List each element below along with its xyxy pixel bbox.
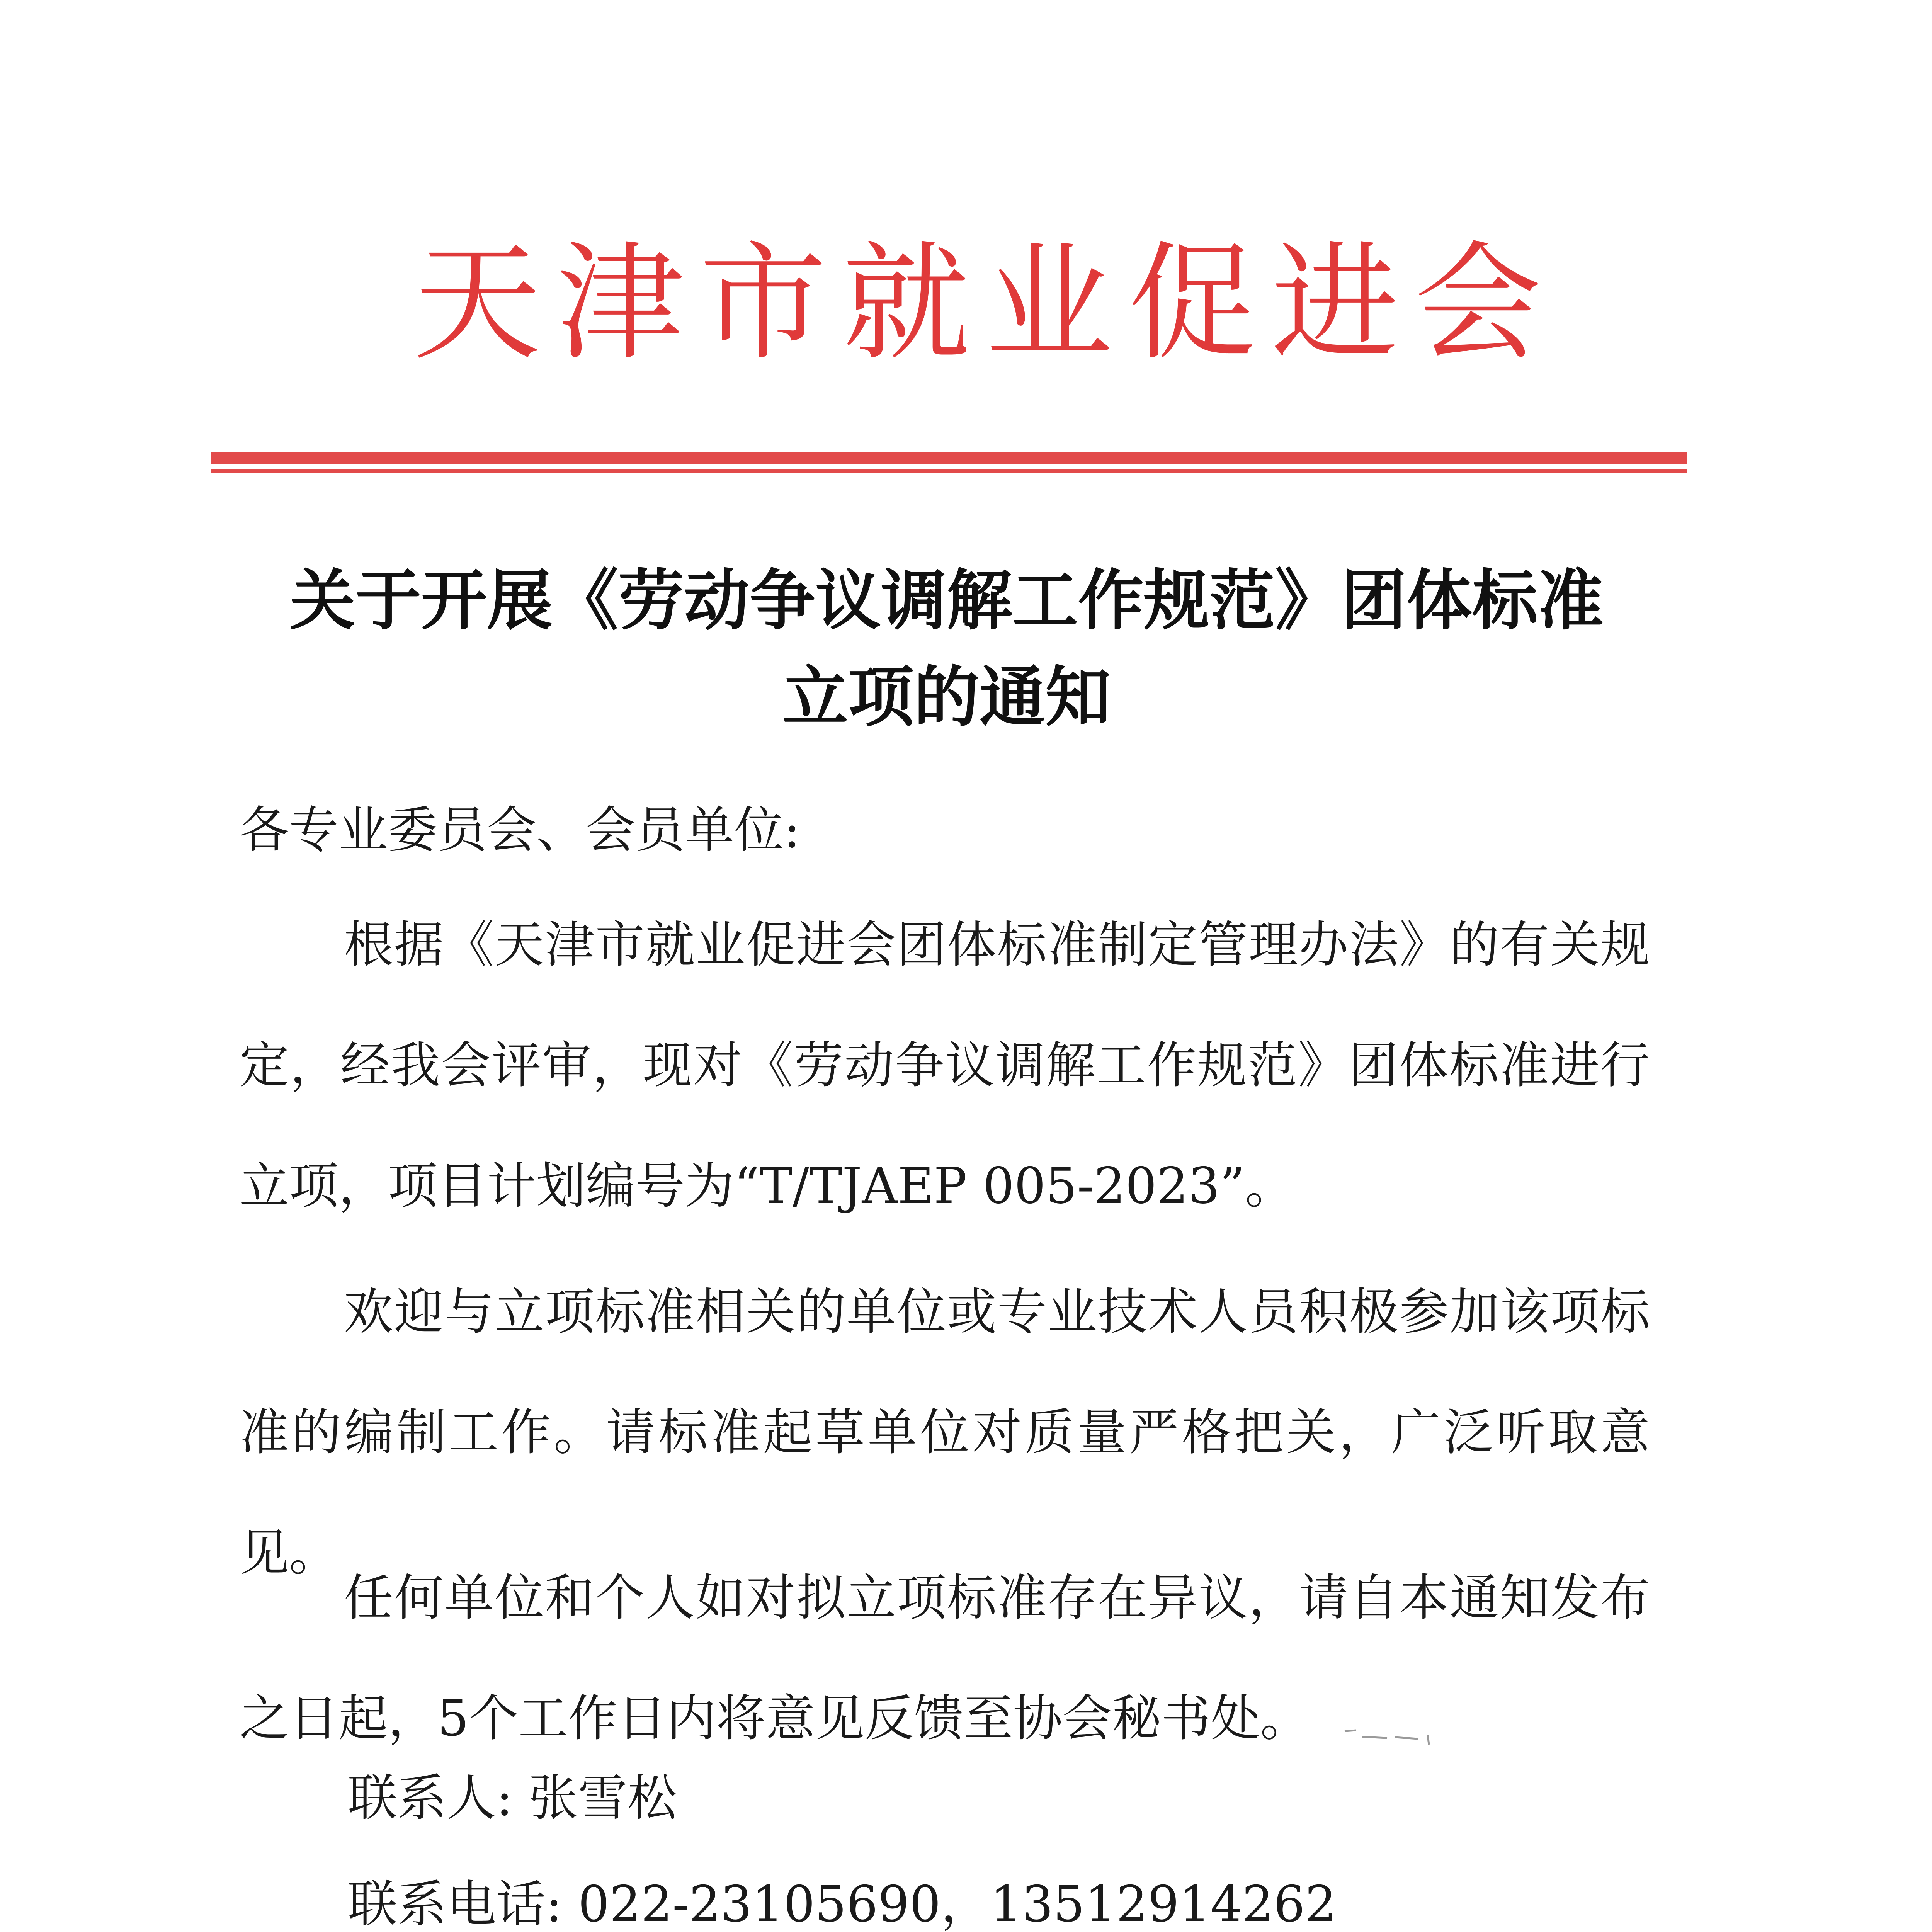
header-rule-thin	[211, 469, 1687, 473]
contact-person-row	[348, 1769, 677, 1827]
salutation: 各专业委员会、会员单位:	[240, 801, 801, 859]
header-rule-thick	[211, 452, 1687, 464]
contact-person-label: 联系人:	[348, 1769, 513, 1827]
org-header: 天津市就业促进会	[413, 229, 1557, 378]
contact-phone: 022-23105690，13512914262	[578, 1876, 1337, 1932]
contact-phone-row	[348, 1876, 1337, 1932]
stray-pen-marks	[1341, 1723, 1441, 1747]
paragraph-objection: 任何单位和个人如对拟立项标准存在异议，请自本通知发布之日起，5个工作日内将意见反馈至协会秘书处。	[240, 1569, 1650, 1747]
notice-title-line1: 关于开展《劳动争议调解工作规范》团体标准	[289, 563, 1604, 639]
paragraph-invitation: 欢迎与立项标准相关的单位或专业技术人员积极参加该项标准的编制工作。请标准起草单位对质量严格把关，广泛听取意见。	[240, 1283, 1650, 1582]
header-rule	[211, 452, 1687, 473]
notice-title-line2: 立项的通知	[782, 659, 1111, 736]
contact-person: 张雪松	[528, 1769, 677, 1827]
paragraph-basis: 根据《天津市就业促进会团体标准制定管理办法》的有关规定，经我会评审，现对《劳动争议调解工作规范》团体标准进行立项，项目计划编号为“T/TJAEP 005-2023”。	[240, 916, 1650, 1215]
contact-phone-label: 联系电话:	[348, 1876, 563, 1932]
